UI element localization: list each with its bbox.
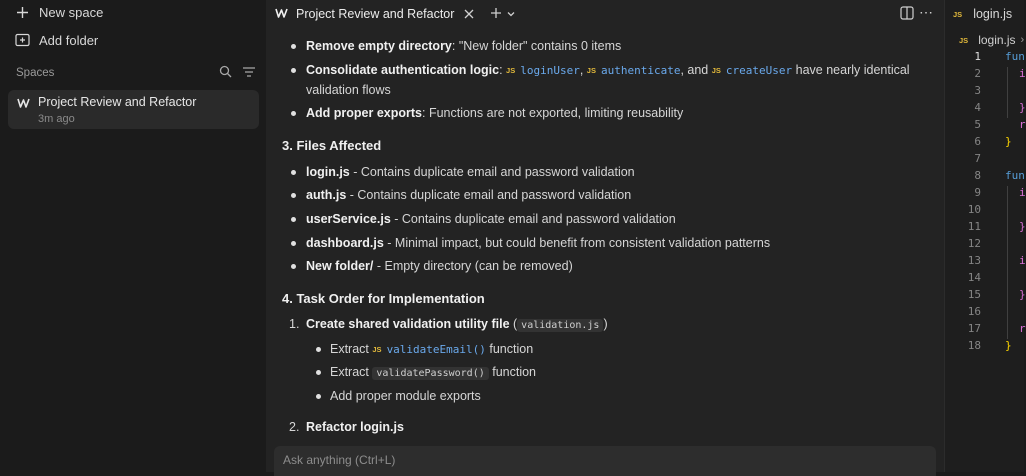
spaces-header (16, 65, 256, 81)
code-token: } (1005, 135, 1012, 148)
line-number: 3 (974, 84, 981, 97)
new-tab-plus-icon[interactable] (490, 7, 502, 22)
line-number: 9 (974, 186, 981, 199)
bullet (291, 264, 296, 269)
indent-guide (1007, 67, 1008, 118)
split-view-icon[interactable] (900, 6, 914, 23)
chevron-right-icon: › (1020, 34, 1025, 46)
folder-plus-icon (14, 32, 30, 48)
js-file-icon: JS (711, 66, 721, 75)
js-file-icon: JS (372, 345, 382, 354)
message-content (266, 30, 944, 442)
editor-tab-label: login.js (973, 7, 1013, 21)
sub-list-item: Add proper module exports (330, 389, 481, 403)
bullet (291, 217, 296, 222)
code-ref-link[interactable]: authenticate (600, 64, 681, 77)
list-item: Refactor login.js (306, 420, 404, 434)
close-icon[interactable] (464, 7, 474, 22)
ask-placeholder: Ask anything (Ctrl+L) (283, 453, 396, 467)
code-token: i (1019, 186, 1026, 199)
add-folder-button[interactable] (14, 32, 98, 48)
list-item: Consolidate authentication logic: JS loginUser, JS authenticate, and JS createUser have nearly identical (306, 63, 910, 77)
code-token: i (1019, 67, 1026, 80)
code-token: fun (1005, 169, 1025, 182)
line-number: 6 (974, 135, 981, 148)
code-ref-link[interactable]: createUser (725, 64, 793, 77)
new-space-button[interactable] (14, 4, 103, 20)
add-folder-label: Add folder (39, 32, 99, 48)
sub-list-item: Extract JS validateEmail() function (330, 342, 534, 356)
code-token: } (1019, 288, 1026, 301)
line-number: 2 (974, 67, 981, 80)
list-item: dashboard.js - Minimal impact, but could benefit from consistent validation patterns (306, 236, 771, 250)
bullet (291, 68, 296, 73)
line-number: 18 (967, 339, 981, 352)
line-number: 8 (974, 169, 981, 182)
ask-input[interactable] (274, 446, 936, 476)
inline-code: validatePassword() (372, 367, 488, 380)
windsurf-logo-icon (17, 97, 32, 112)
tab-title: Project Review and Refactor (296, 7, 455, 21)
list-number: 2. (289, 420, 300, 434)
sidebar (0, 0, 266, 472)
more-options-icon[interactable]: ⋯ (919, 4, 934, 20)
space-time: 3m ago (38, 113, 75, 125)
code-ref-link[interactable]: validateEmail() (386, 343, 486, 356)
space-item[interactable] (8, 90, 259, 129)
line-number: 10 (967, 203, 981, 216)
code-token: fun (1005, 50, 1025, 63)
list-item-continuation: validation flows (306, 83, 391, 97)
line-number: 16 (967, 305, 981, 318)
list-item: Create shared validation utility file ( validation.js ) (306, 317, 608, 331)
editor-tab-login-js[interactable] (953, 7, 1012, 21)
section-heading: 3. Files Affected (282, 138, 382, 153)
inline-code: validation.js (517, 319, 603, 332)
tab-bar (266, 0, 944, 28)
section-heading: 4. Task Order for Implementation (282, 291, 485, 306)
filter-icon[interactable] (242, 66, 256, 81)
breadcrumb (959, 33, 1024, 47)
js-file-icon: JS (586, 66, 596, 75)
bullet (291, 44, 296, 49)
code-editor (944, 0, 1024, 472)
spaces-label: Spaces (16, 67, 55, 79)
code-token: r (1019, 118, 1026, 131)
code-token: } (1005, 339, 1012, 352)
line-number: 11 (967, 220, 981, 233)
bullet (316, 347, 321, 352)
line-number: 7 (974, 152, 981, 165)
list-item: Remove empty directory: "New folder" contains 0 items (306, 39, 622, 53)
line-number: 17 (967, 322, 981, 335)
list-item: userService.js - Contains duplicate email and password validation (306, 212, 676, 226)
line-number: 1 (974, 50, 981, 63)
bullet (291, 193, 296, 198)
plus-icon (14, 4, 30, 20)
sub-list-item: Extract validatePassword() function (330, 365, 537, 379)
new-space-label: New space (39, 4, 104, 20)
tab-project-review[interactable] (266, 0, 482, 28)
bullet (291, 111, 296, 116)
indent-guide (1007, 186, 1008, 339)
chat-panel (266, 0, 944, 472)
list-item: New folder/ - Empty directory (can be removed) (306, 259, 573, 273)
list-number: 1. (289, 317, 300, 331)
line-number: 15 (967, 288, 981, 301)
bullet (316, 394, 321, 399)
code-token: i (1019, 254, 1026, 267)
js-file-icon: JS (506, 66, 516, 75)
bullet (316, 370, 321, 375)
code-ref-link[interactable]: loginUser (520, 64, 580, 77)
breadcrumb-file[interactable]: login.js (978, 33, 1016, 47)
line-number: 14 (967, 271, 981, 284)
code-token: } (1019, 101, 1026, 114)
search-icon[interactable] (219, 65, 232, 81)
chevron-down-icon[interactable] (506, 7, 516, 22)
line-number: 12 (967, 237, 981, 250)
list-item: auth.js - Contains duplicate email and password validation (306, 188, 632, 202)
windsurf-logo-icon (275, 7, 290, 22)
bullet (291, 170, 296, 175)
code-token: r (1019, 322, 1026, 335)
js-file-icon: JS (959, 35, 969, 45)
bullet (291, 241, 296, 246)
js-file-icon: JS (953, 9, 963, 19)
line-number: 4 (974, 101, 981, 114)
line-number: 13 (967, 254, 981, 267)
list-item: login.js - Contains duplicate email and password validation (306, 165, 635, 179)
space-title: Project Review and Refactor (38, 95, 197, 109)
list-item: Add proper exports: Functions are not exported, limiting reusability (306, 106, 684, 120)
code-token: } (1019, 220, 1026, 233)
line-number: 5 (974, 118, 981, 131)
